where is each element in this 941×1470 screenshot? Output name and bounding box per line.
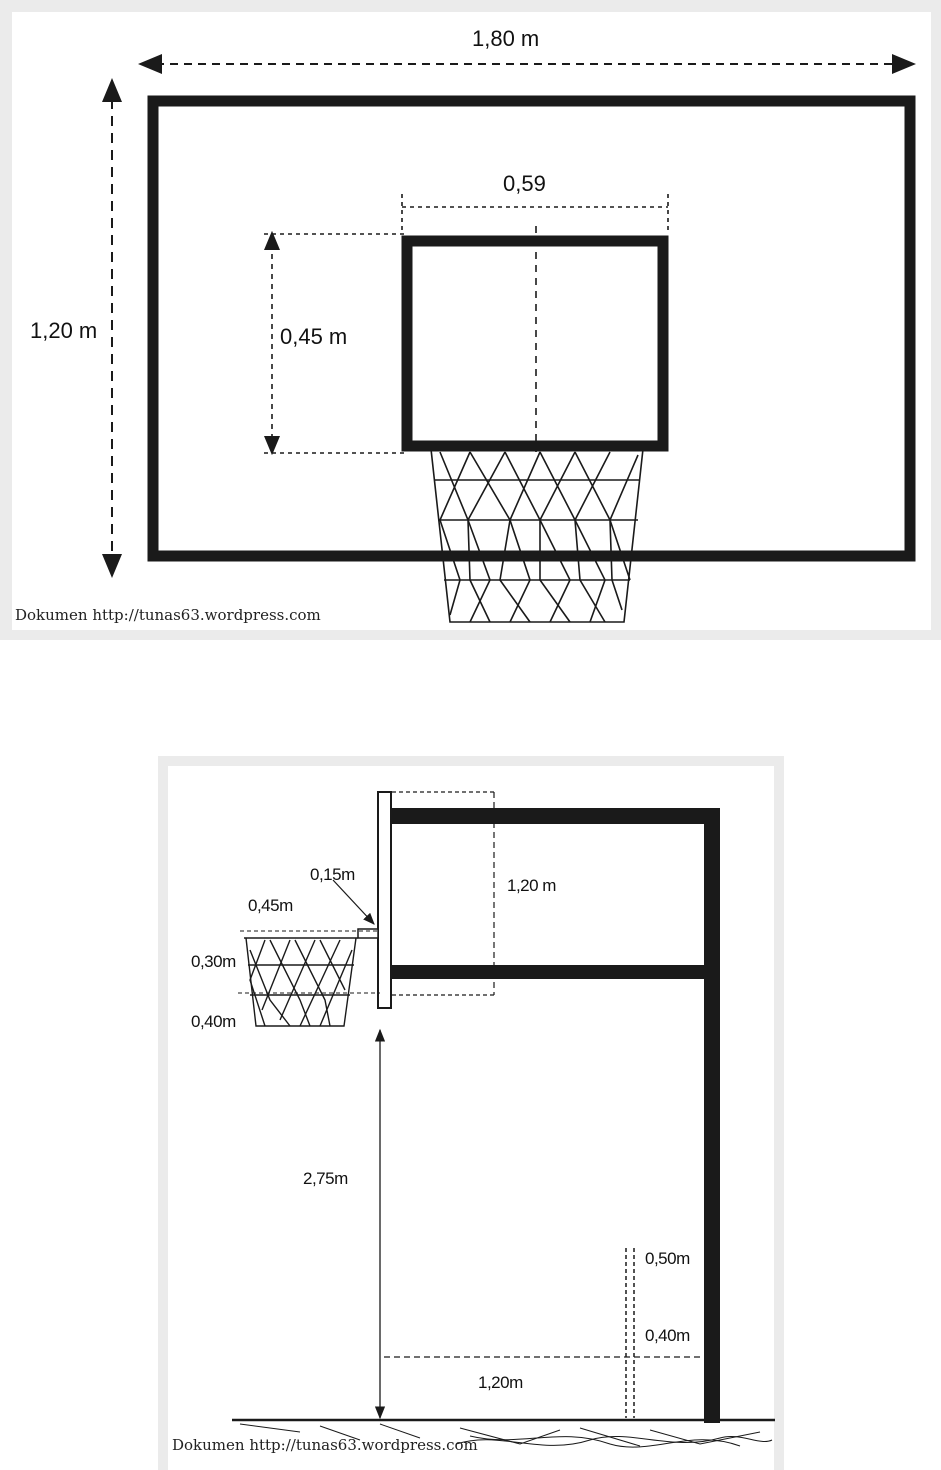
net-bottom-label: 0,40m	[191, 1012, 236, 1031]
inner-height-label: 0,45 m	[280, 324, 348, 349]
net-side	[244, 938, 358, 1026]
backboard-height-label: 1,20 m	[30, 318, 98, 343]
thickness-label: 0,15m	[310, 865, 355, 884]
ring-height-label: 2,75m	[303, 1169, 348, 1188]
backboard-side-height-label: 1,20 m	[507, 876, 556, 895]
padding-lower-label: 0,40m	[645, 1326, 690, 1345]
padding-upper-label: 0,50m	[645, 1249, 690, 1268]
backboard-width-label: 1,80 m	[472, 26, 540, 51]
credit-text-side: Dokumen http://tunas63.wordpress.com	[172, 1436, 478, 1454]
credit-text: Dokumen http://tunas63.wordpress.com	[15, 606, 321, 624]
pole-distance-label: 1,20m	[478, 1373, 523, 1392]
net-top-label: 0,30m	[191, 952, 236, 971]
backboard-side	[378, 792, 391, 1008]
ring-diameter-label: 0,45m	[248, 896, 293, 915]
inner-width-label: 0,59	[503, 171, 546, 196]
